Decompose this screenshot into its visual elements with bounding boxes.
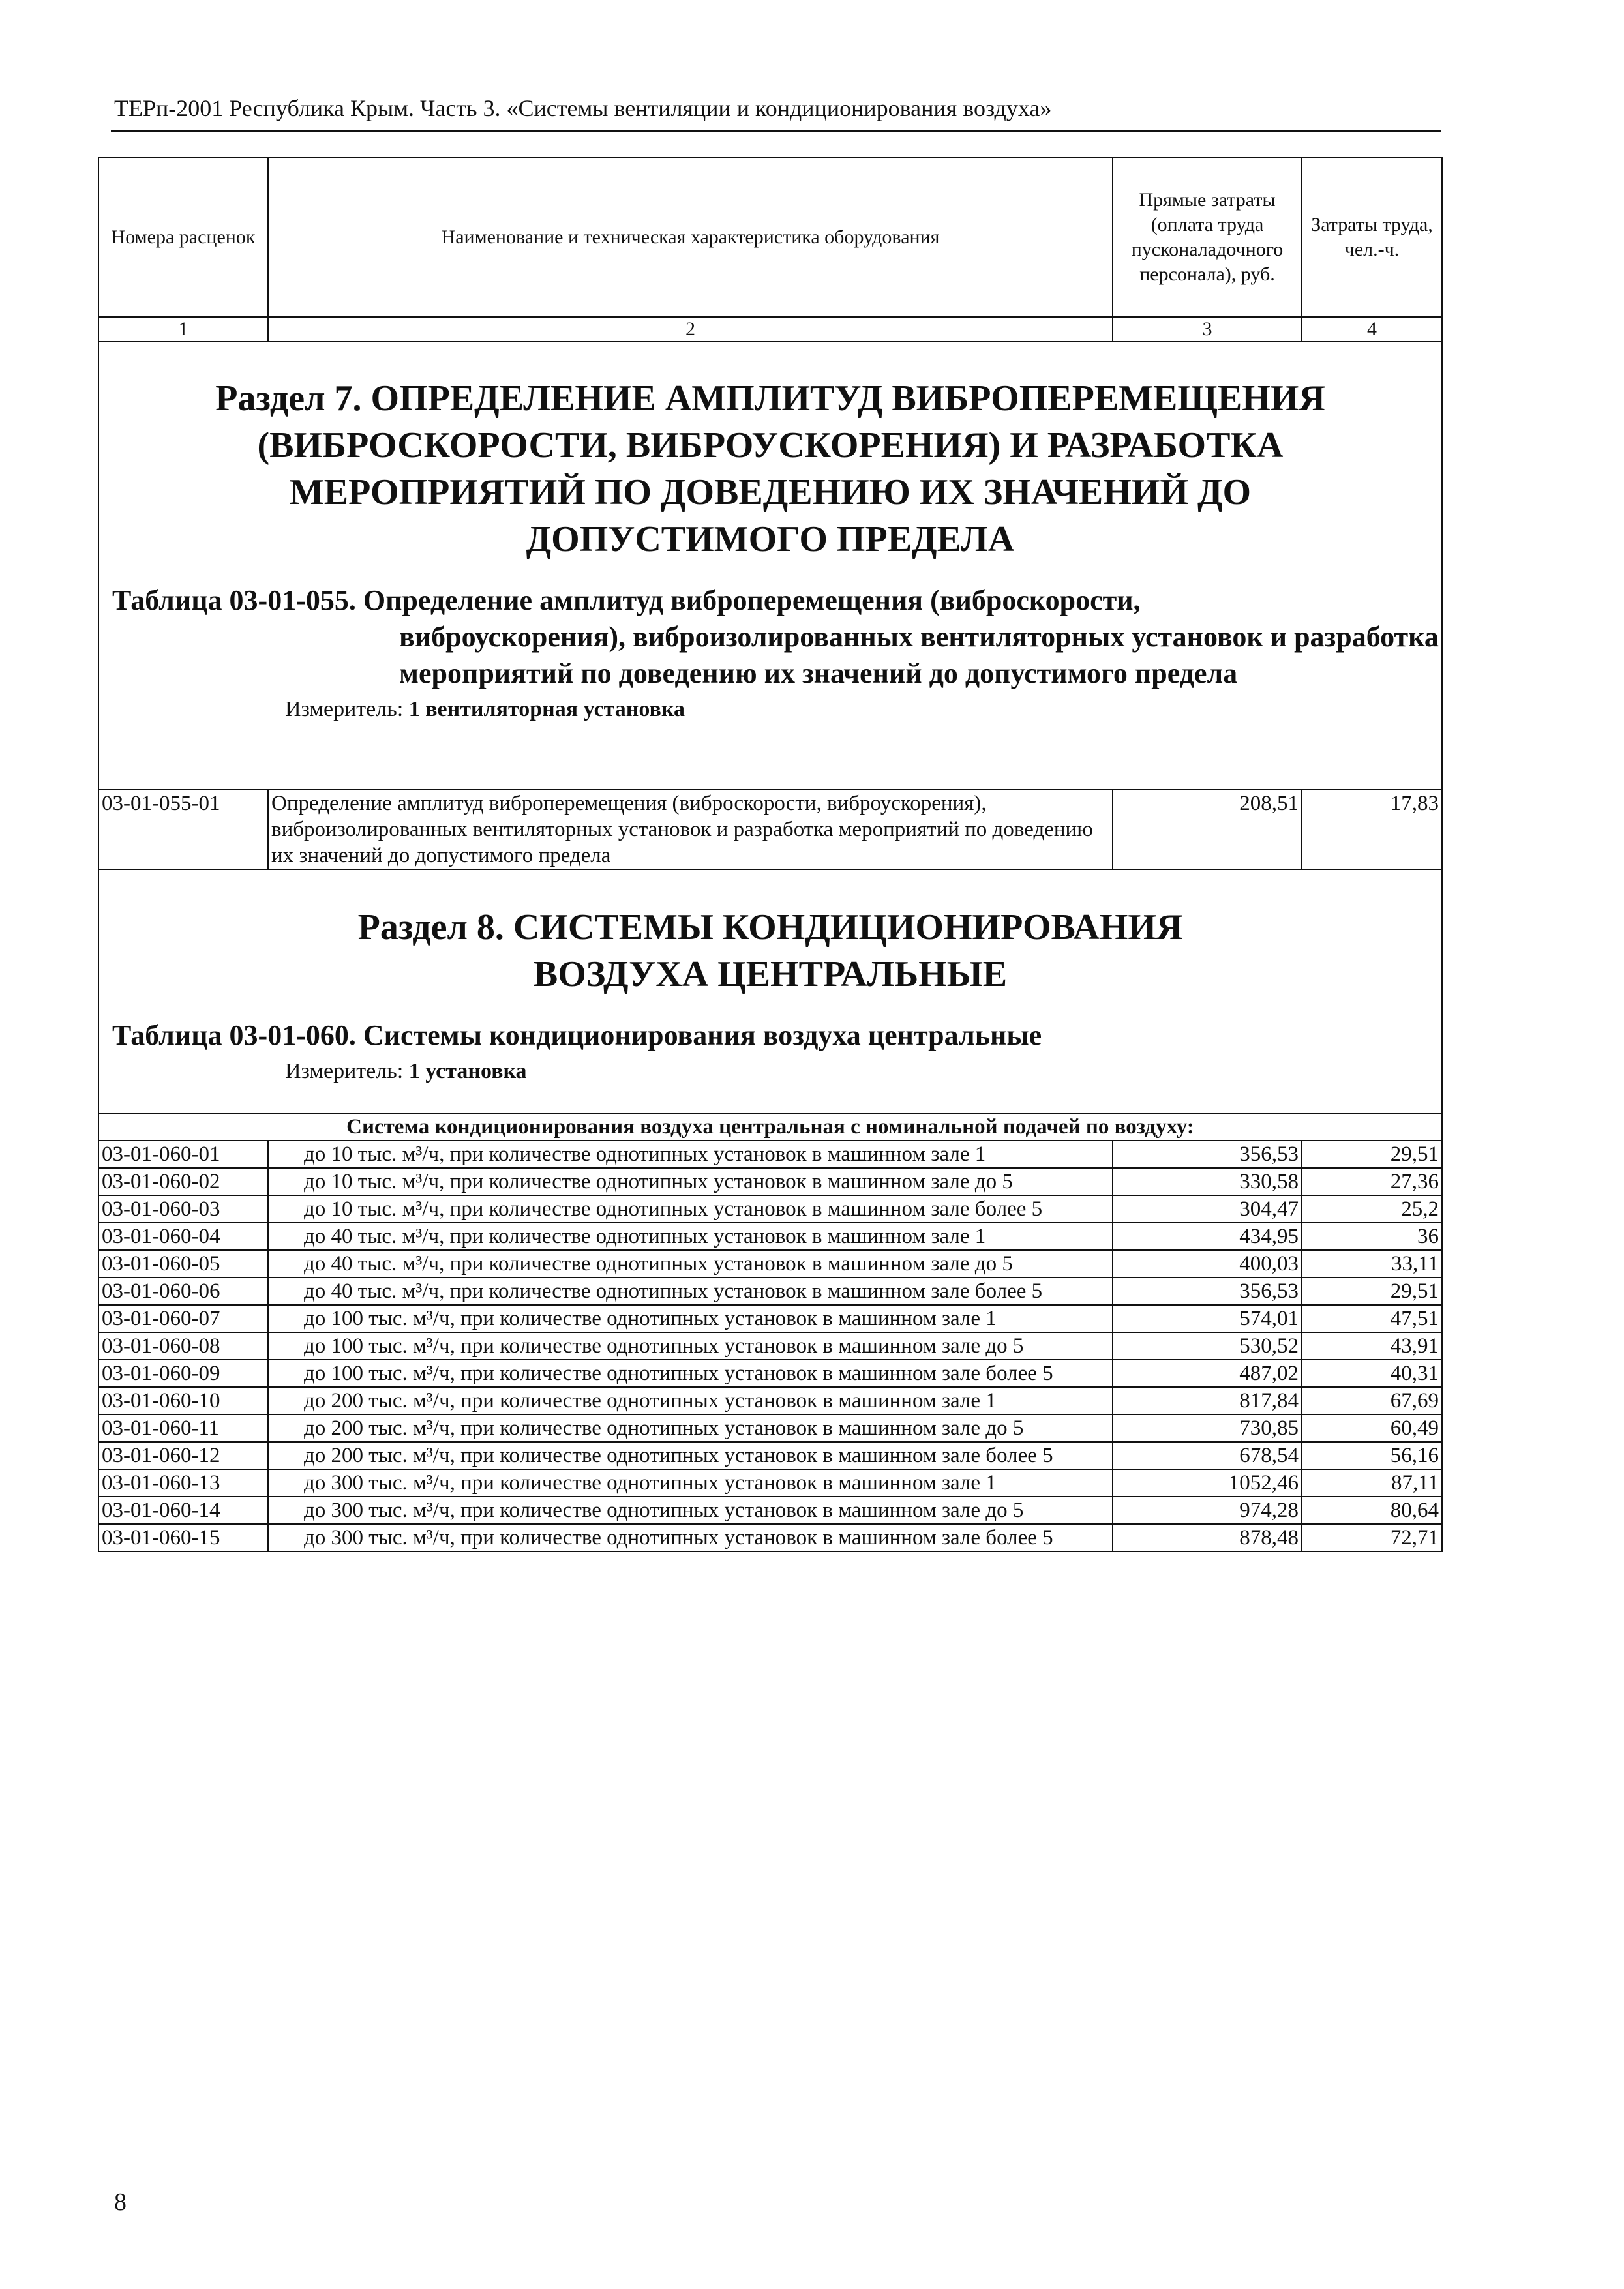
rate-code: 03-01-060-04 (98, 1223, 268, 1250)
rate-description-text: до 100 тыс. м³/ч, при количестве однотипных установок в машинном зале до 5 (304, 1334, 1024, 1358)
rate-description (268, 1442, 1113, 1469)
rate-labor: 17,83 (1302, 790, 1442, 869)
table-row (98, 1141, 1442, 1168)
rate-labor: 60,49 (1302, 1414, 1442, 1442)
rate-direct-cost: 878,48 (1113, 1524, 1302, 1551)
rate-description (268, 1524, 1113, 1551)
table-055-measure (285, 696, 1441, 723)
rate-labor: 40,31 (1302, 1360, 1442, 1387)
table-row (98, 1387, 1442, 1414)
rate-description-text: до 10 тыс. м³/ч, при количестве однотипных установок в машинном зале до 5 (304, 1170, 1013, 1193)
rate-labor: 56,16 (1302, 1442, 1442, 1469)
table-row (98, 1195, 1442, 1223)
table-row (98, 790, 1442, 869)
rate-description-text: до 200 тыс. м³/ч, при количестве однотипных установок в машинном зале более 5 (304, 1444, 1053, 1467)
col-number: 1 (98, 317, 268, 342)
rate-code: 03-01-060-11 (98, 1414, 268, 1442)
rate-direct-cost: 304,47 (1113, 1195, 1302, 1223)
rate-direct-cost: 678,54 (1113, 1442, 1302, 1469)
rate-description-text: до 300 тыс. м³/ч, при количестве однотипных установок в машинном зале более 5 (304, 1526, 1053, 1549)
measure-value: 1 вентиляторная установка (408, 697, 685, 721)
table-055-title (112, 582, 1441, 692)
rate-description-text: до 100 тыс. м³/ч, при количестве однотипных установок в машинном зале 1 (304, 1307, 997, 1330)
rate-direct-cost: 208,51 (1113, 790, 1302, 869)
rate-code: 03-01-055-01 (98, 790, 268, 869)
col-header-labor: Затраты труда, чел.-ч. (1302, 157, 1442, 317)
rate-description-text: до 100 тыс. м³/ч, при количестве однотипных установок в машинном зале более 5 (304, 1362, 1053, 1385)
rate-direct-cost: 817,84 (1113, 1387, 1302, 1414)
rate-direct-cost: 330,58 (1113, 1168, 1302, 1195)
table-row (98, 1497, 1442, 1524)
running-header: ТЕРп-2001 Республика Крым. Часть 3. «Системы вентиляции и кондиционирования воздуха» (114, 95, 1052, 121)
table-row (98, 1442, 1442, 1469)
table-055-title-line1: Таблица 03-01-055. Определение амплитуд виброперемещения (виброскорости, (112, 584, 1141, 616)
rate-description (268, 1469, 1113, 1497)
rate-description (268, 1414, 1113, 1442)
rate-description (268, 1332, 1113, 1360)
rates-table (98, 157, 1443, 1552)
col-header-name: Наименование и техническая характеристика оборудования (268, 157, 1113, 317)
rate-labor: 67,69 (1302, 1387, 1442, 1414)
rate-code: 03-01-060-10 (98, 1387, 268, 1414)
col-header-codes: Номера расценок (98, 157, 268, 317)
rate-description (268, 1168, 1113, 1195)
rate-labor: 47,51 (1302, 1305, 1442, 1332)
rate-direct-cost: 974,28 (1113, 1497, 1302, 1524)
table-row (98, 1168, 1442, 1195)
page-number: 8 (114, 2189, 127, 2216)
col-number: 2 (268, 317, 1113, 342)
table-row (98, 1414, 1442, 1442)
rate-description (268, 1278, 1113, 1305)
rate-code: 03-01-060-15 (98, 1524, 268, 1551)
rate-code: 03-01-060-08 (98, 1332, 268, 1360)
measure-label: Измеритель: (285, 697, 404, 721)
rate-labor: 43,91 (1302, 1332, 1442, 1360)
section7-block (98, 342, 1442, 790)
col-number: 4 (1302, 317, 1442, 342)
rate-code: 03-01-060-06 (98, 1278, 268, 1305)
table-row (98, 1469, 1442, 1497)
rate-code: 03-01-060-14 (98, 1497, 268, 1524)
rate-description: Определение амплитуд виброперемещения (виброскорости, виброускорения), виброизолированных вентиляторных установок и разработка мероприятий по доведению их значений до допустимого предела (268, 790, 1113, 869)
table-row (98, 1332, 1442, 1360)
section8-block (98, 869, 1442, 1113)
rate-direct-cost: 730,85 (1113, 1414, 1302, 1442)
rate-description-text: до 300 тыс. м³/ч, при количестве однотипных установок в машинном зале до 5 (304, 1499, 1024, 1522)
rate-code: 03-01-060-01 (98, 1141, 268, 1168)
rate-labor: 33,11 (1302, 1250, 1442, 1278)
rate-description (268, 1250, 1113, 1278)
rate-description-text: до 40 тыс. м³/ч, при количестве однотипных установок в машинном зале 1 (304, 1225, 986, 1248)
rate-labor: 29,51 (1302, 1278, 1442, 1305)
rate-code: 03-01-060-09 (98, 1360, 268, 1387)
table-row (98, 1278, 1442, 1305)
rate-direct-cost: 356,53 (1113, 1141, 1302, 1168)
section7-title: Раздел 7. ОПРЕДЕЛЕНИЕ АМПЛИТУД ВИБРОПЕРЕМЕЩЕНИЯ (ВИБРОСКОРОСТИ, ВИБРОУСКОРЕНИЯ) И РАЗРАБОТКА МЕРОПРИЯТИЙ ПО ДОВЕДЕНИЮ ИХ ЗНАЧЕНИЙ ДО ДОПУСТИМОГО ПРЕДЕЛА (215, 378, 1325, 560)
col-number: 3 (1113, 317, 1302, 342)
column-header-row (98, 157, 1442, 317)
table-row (98, 1223, 1442, 1250)
rate-code: 03-01-060-07 (98, 1305, 268, 1332)
table-055-title-rest: виброускорения), виброизолированных вентиляторных установок и разработка мероприятий по доведению их значений до допустимого предела (399, 621, 1439, 689)
system-subheader: Система кондиционирования воздуха центральная с номинальной подачей по воздуху: (98, 1113, 1442, 1141)
measure-label: Измеритель: (285, 1059, 404, 1083)
rate-description-text: до 10 тыс. м³/ч, при количестве однотипных установок в машинном зале 1 (304, 1143, 986, 1166)
rate-code: 03-01-060-12 (98, 1442, 268, 1469)
rate-labor: 27,36 (1302, 1168, 1442, 1195)
rates-table-body (98, 157, 1442, 1551)
rate-description-text: до 200 тыс. м³/ч, при количестве однотипных установок в машинном зале 1 (304, 1389, 997, 1413)
rate-labor: 80,64 (1302, 1497, 1442, 1524)
rate-direct-cost: 574,01 (1113, 1305, 1302, 1332)
rate-direct-cost: 487,02 (1113, 1360, 1302, 1387)
table-row (98, 1524, 1442, 1551)
rate-code: 03-01-060-02 (98, 1168, 268, 1195)
table-060-measure (285, 1058, 1441, 1085)
rate-description (268, 1387, 1113, 1414)
rate-labor: 25,2 (1302, 1195, 1442, 1223)
table-row (98, 1305, 1442, 1332)
rate-description (268, 1305, 1113, 1332)
rate-description-text: до 40 тыс. м³/ч, при количестве однотипных установок в машинном зале до 5 (304, 1252, 1013, 1276)
table-row (98, 1250, 1442, 1278)
rate-description-text: до 40 тыс. м³/ч, при количестве однотипных установок в машинном зале более 5 (304, 1279, 1043, 1303)
rate-direct-cost: 530,52 (1113, 1332, 1302, 1360)
rate-labor: 29,51 (1302, 1141, 1442, 1168)
rate-description (268, 1497, 1113, 1524)
rate-labor: 36 (1302, 1223, 1442, 1250)
rate-description-text: до 10 тыс. м³/ч, при количестве однотипных установок в машинном зале более 5 (304, 1197, 1043, 1221)
rate-code: 03-01-060-13 (98, 1469, 268, 1497)
table-060-title: Таблица 03-01-060. Системы кондиционирования воздуха центральные (112, 1019, 1042, 1051)
subheader-row (98, 1113, 1442, 1141)
rate-direct-cost: 400,03 (1113, 1250, 1302, 1278)
rate-direct-cost: 356,53 (1113, 1278, 1302, 1305)
table-row (98, 1360, 1442, 1387)
rate-description-text: до 200 тыс. м³/ч, при количестве однотипных установок в машинном зале до 5 (304, 1416, 1024, 1440)
rate-labor: 72,71 (1302, 1524, 1442, 1551)
rate-code: 03-01-060-03 (98, 1195, 268, 1223)
rate-description (268, 1360, 1113, 1387)
rate-labor: 87,11 (1302, 1469, 1442, 1497)
measure-value: 1 установка (408, 1059, 527, 1083)
col-header-direct-costs: Прямые затраты (оплата труда пусконаладочного персонала), руб. (1113, 157, 1302, 317)
rate-direct-cost: 1052,46 (1113, 1469, 1302, 1497)
rate-description (268, 1195, 1113, 1223)
rate-code: 03-01-060-05 (98, 1250, 268, 1278)
rate-description (268, 1141, 1113, 1168)
rate-direct-cost: 434,95 (1113, 1223, 1302, 1250)
section8-title: Раздел 8. СИСТЕМЫ КОНДИЦИОНИРОВАНИЯ ВОЗДУХА ЦЕНТРАЛЬНЫЕ (357, 907, 1183, 995)
rate-description-text: до 300 тыс. м³/ч, при количестве однотипных установок в машинном зале 1 (304, 1471, 997, 1495)
rate-description (268, 1223, 1113, 1250)
column-number-row (98, 317, 1442, 342)
header-rule (111, 130, 1441, 132)
